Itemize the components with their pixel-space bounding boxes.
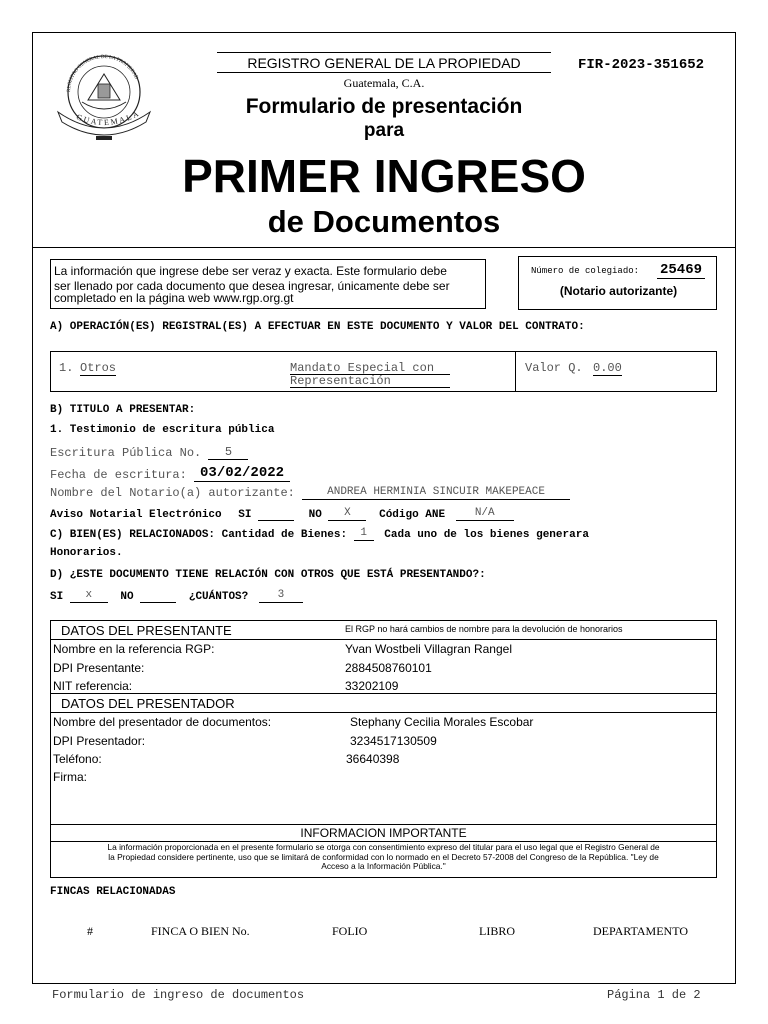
presentante-heading: DATOS DEL PRESENTANTE (61, 623, 232, 638)
presentante-header (51, 621, 716, 640)
section-a-heading: A) OPERACIÓN(ES) REGISTRAL(ES) A EFECTUAR EN ESTE DOCUMENTO Y VALOR DEL CONTRATO: (50, 321, 585, 333)
presentante-note: El RGP no hará cambios de nombre para la devolución de honorarios (345, 624, 623, 634)
important-text-line2: la Propiedad considere pertinente, uso que se limitará de conformidad con lo normado en el Decreto 57-2008 del Congreso de la República. "Ley de (108, 851, 659, 862)
title-type: 1. Testimonio de escritura pública (50, 424, 275, 436)
fincas-heading: FINCAS RELACIONADAS (50, 886, 176, 898)
deed-number: 5 (208, 445, 248, 460)
aviso-no-value: X (328, 507, 366, 521)
fincas-col-departamento: DEPARTAMENTO (593, 924, 688, 938)
important-text-line1: La información proporcionada en el presente formulario se otorga con consentimiento expreso del titular para el uso legal que el Registro General de (107, 842, 660, 852)
fincas-col-index: # (87, 924, 93, 938)
deed-date: 03/02/2022 (194, 465, 290, 482)
notary-row (50, 486, 570, 500)
ref-name-value: Yvan Wostbeli Villagran Rangel (345, 642, 512, 656)
dpi-presentante-label: DPI Presentante: (53, 661, 145, 675)
aviso-row (50, 507, 514, 521)
nit-label: NIT referencia: (53, 679, 133, 693)
divider (32, 247, 736, 248)
section-d-heading: D) ¿ESTE DOCUMENTO TIENE RELACIÓN CON OTROS QUE ESTÁ PRESENTANDO?: (50, 569, 486, 581)
fincas-col-folio: FOLIO (332, 924, 368, 938)
notary-box (518, 256, 717, 310)
related-count: 3 (259, 589, 303, 603)
svg-text:GUATEMALA: GUATEMALA (75, 108, 142, 128)
related-no-value (140, 589, 176, 603)
notary-name-label: Nombre del Notario(a) autorizante: (50, 486, 295, 500)
phone-label: Teléfono: (53, 752, 102, 766)
dpi-presentador-value: 3234517130509 (350, 734, 437, 748)
section-d-answer-row (50, 589, 303, 603)
registry-name: REGISTRO GENERAL DE LA PROPIEDAD (247, 55, 521, 71)
data-box (50, 620, 717, 878)
section-c-row (50, 527, 589, 541)
dpi-presentador-label: DPI Presentador: (53, 734, 146, 748)
fincas-col-libro: LIBRO (479, 924, 515, 938)
page-subtitle: de Documentos (267, 204, 501, 239)
related-count-label: ¿CUÁNTOS? (188, 591, 249, 603)
notice-box (50, 259, 486, 309)
value-label: Valor Q. (525, 361, 583, 375)
operation-description-line2: Representación (290, 375, 450, 388)
notary-caption: (Notario autorizante) (559, 284, 678, 298)
important-text-line3: Acceso a la Información Pública." (321, 861, 446, 871)
operation-description-line1: Mandato Especial con (290, 362, 450, 375)
ref-name-label: Nombre en la referencia RGP: (53, 642, 215, 656)
aviso-si-value (258, 507, 294, 521)
important-text (53, 843, 714, 872)
page-title: PRIMER INGRESO (182, 150, 586, 202)
notary-number-label: Número de colegiado: (531, 266, 640, 276)
presentador-name-value: Stephany Cecilia Morales Escobar (350, 715, 534, 729)
deed-number-row (50, 445, 248, 460)
presentador-name-label: Nombre del presentador de documentos: (53, 715, 272, 729)
operation-type: Otros (80, 361, 117, 375)
section-c-heading: C) BIEN(ES) RELACIONADOS: Cantidad de Bienes: (50, 529, 348, 541)
section-c-honorarios: Honorarios. (50, 547, 123, 559)
operation-index: 1. (59, 361, 74, 375)
notary-number: 25469 (657, 262, 705, 279)
notice-line3: completado en la página web www.rgp.org.gt (54, 291, 294, 305)
presentador-header (51, 693, 716, 713)
signature-label: Firma: (53, 770, 87, 784)
related-no-label: NO (120, 591, 134, 603)
contract-value: 0.00 (593, 361, 622, 375)
notary-name: ANDREA HERMINIA SINCUIR MAKEPEACE (302, 486, 570, 500)
operations-box (50, 351, 717, 392)
svg-text:REGISTRO GENERAL DE LA PROPIED: REGISTRO GENERAL DE LA PROPIEDAD (66, 54, 139, 93)
dpi-presentante-value: 2884508760101 (345, 661, 432, 675)
operation-description (290, 362, 450, 388)
section-c-heading-cont: Cada uno de los bienes generara (384, 529, 589, 541)
nit-value: 33202109 (345, 679, 399, 693)
deed-number-label: Escritura Pública No. (50, 446, 202, 460)
location: Guatemala, C.A. (343, 76, 425, 90)
guatemala-seal-icon (52, 40, 156, 148)
header-rule-top (217, 52, 551, 53)
asset-quantity: 1 (354, 527, 374, 541)
footer-page-number: Página 1 de 2 (607, 988, 701, 1002)
header-rule-bottom (217, 72, 551, 73)
notice-line2: ser llenado por cada documento que desea ingresar, únicamente debe ser (54, 279, 450, 293)
subtitle-line2: para (363, 120, 405, 141)
value-divider (515, 352, 516, 391)
important-heading: INFORMACION IMPORTANTE (300, 826, 467, 840)
notice-line1: La información que ingrese debe ser veraz y exacta. Este formulario debe (54, 264, 447, 278)
footer-left: Formulario de ingreso de documentos (52, 988, 305, 1002)
phone-value: 36640398 (346, 752, 400, 766)
related-si-label: SI (50, 591, 64, 603)
aviso-label: Aviso Notarial Electrónico (50, 509, 222, 521)
ane-value: N/A (456, 507, 514, 521)
related-si-value: x (70, 589, 108, 603)
presentador-heading: DATOS DEL PRESENTADOR (61, 696, 235, 711)
subtitle-line1: Formulario de presentación (245, 95, 523, 118)
section-b-heading: B) TITULO A PRESENTAR: (50, 404, 196, 416)
fincas-col-finca: FINCA O BIEN No. (151, 924, 250, 938)
aviso-no-label: NO (308, 509, 322, 521)
deed-date-row (50, 465, 290, 482)
important-divider (51, 824, 716, 825)
ane-label: Código ANE (379, 509, 446, 521)
aviso-si-label: SI (238, 509, 252, 521)
deed-date-label: Fecha de escritura: (50, 468, 187, 482)
form-code: FIR-2023-351652 (578, 57, 705, 73)
